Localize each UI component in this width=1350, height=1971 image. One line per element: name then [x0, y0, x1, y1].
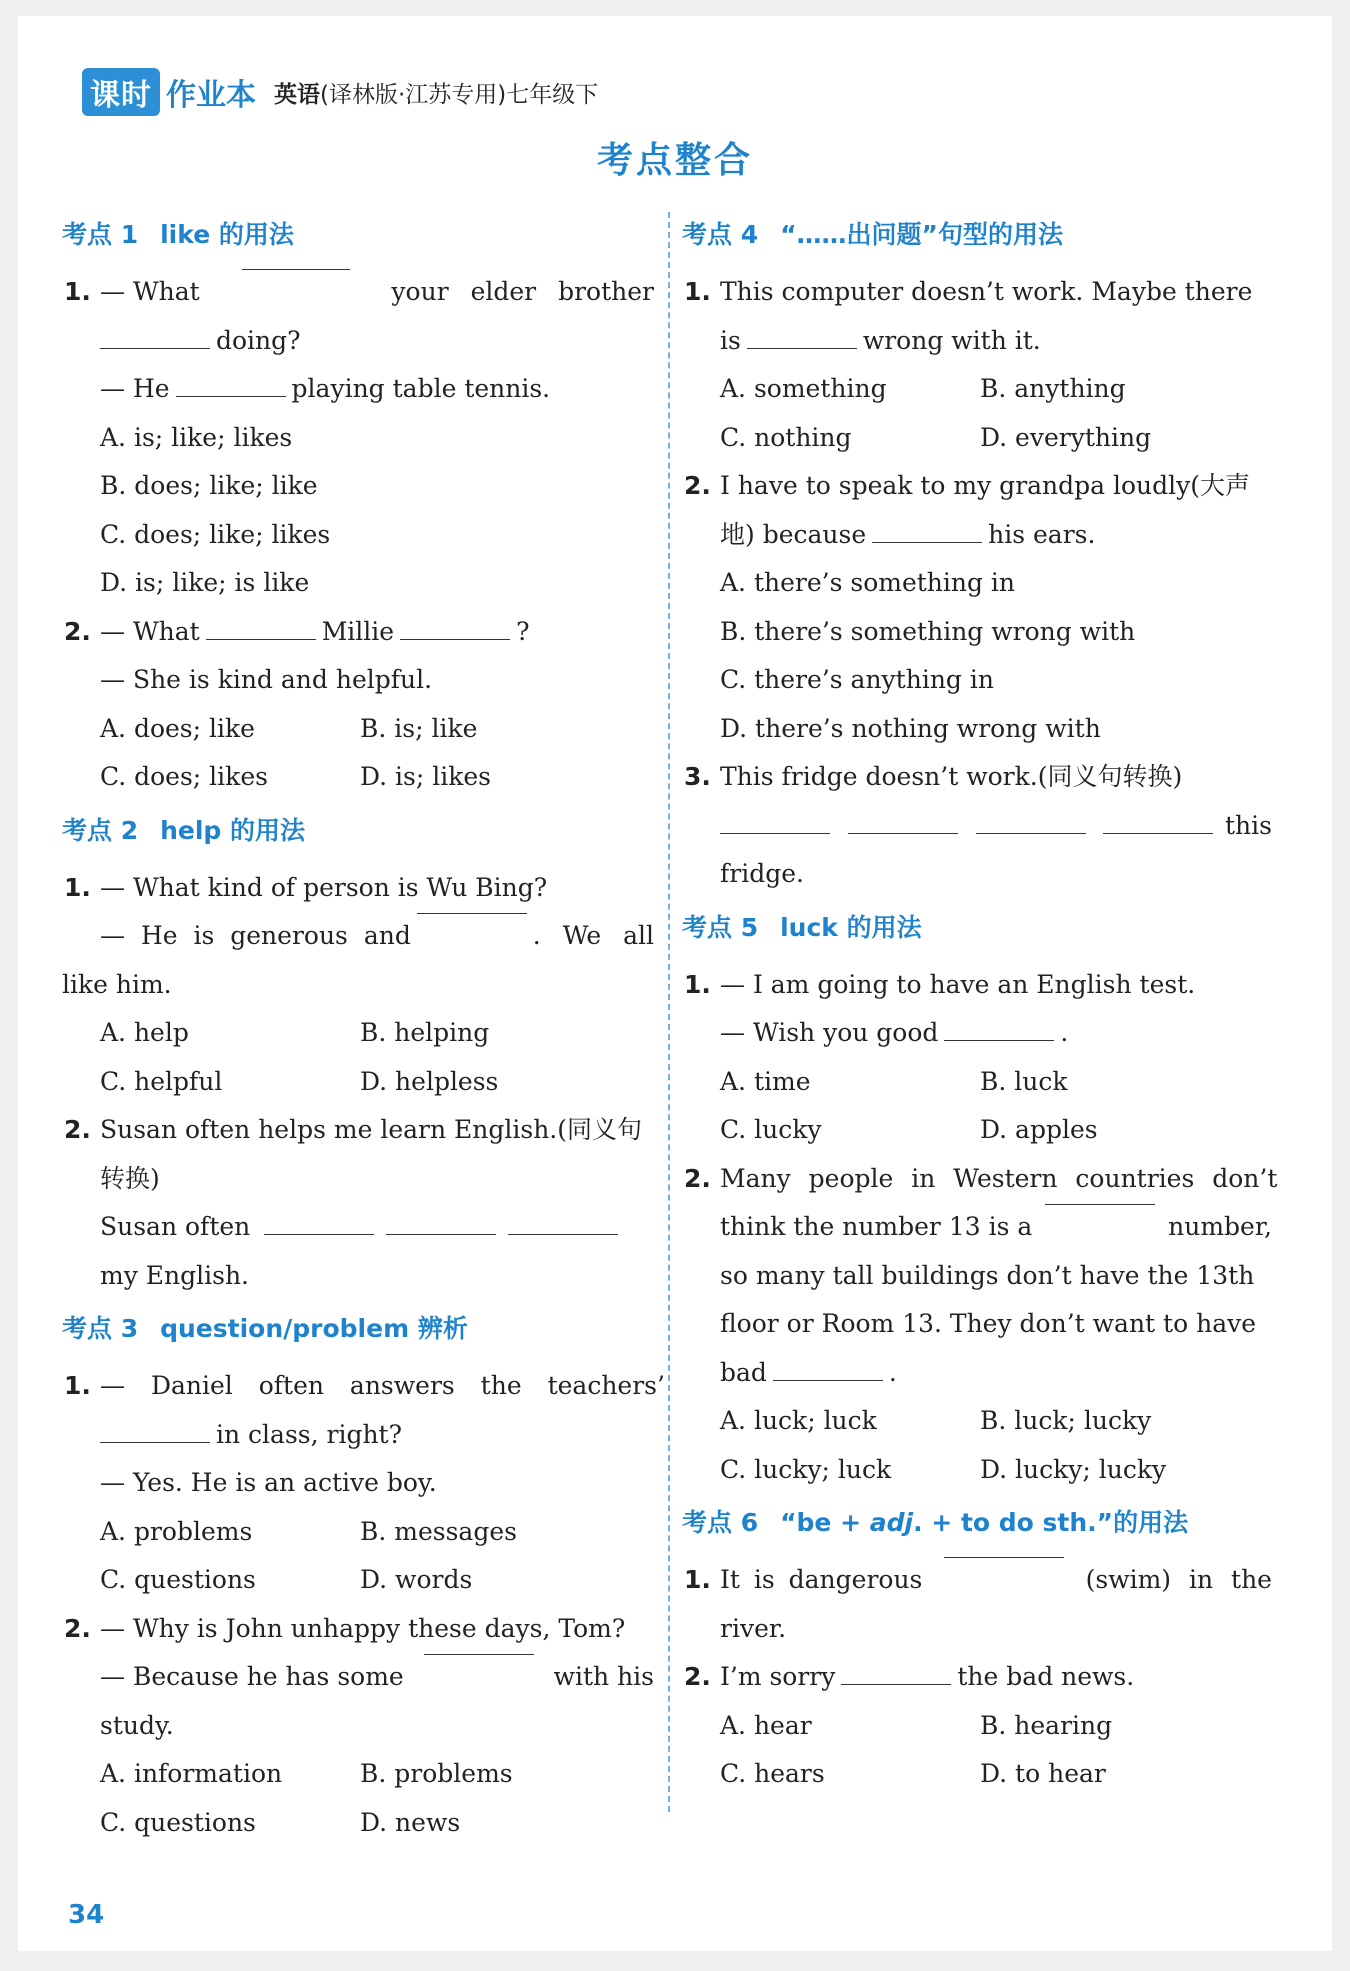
question-text: — What	[100, 277, 200, 306]
option[interactable]: A. does; like	[100, 713, 255, 743]
section-title-part: “be +	[780, 1508, 870, 1537]
question-line	[100, 912, 654, 961]
question-text: 地) because	[720, 519, 867, 549]
section-heading-4	[682, 210, 1272, 260]
option[interactable]: C. does; likes	[100, 762, 268, 791]
section-heading-5	[682, 903, 1272, 953]
section-title-part: . + to do sth.”的用法	[913, 1508, 1189, 1537]
question-line	[100, 365, 654, 414]
section-heading-3	[62, 1304, 654, 1354]
question-text: playing table tennis.	[291, 374, 551, 403]
answer-blank[interactable]	[386, 1233, 496, 1235]
option[interactable]: A. something	[720, 374, 887, 403]
question-number: 1.	[64, 1371, 91, 1400]
section-title: luck 的用法	[780, 912, 922, 942]
page-header	[82, 70, 598, 114]
question-text: — Because he has some	[100, 1662, 404, 1691]
question-line	[720, 511, 1272, 560]
option[interactable]: C. helpful	[100, 1066, 223, 1096]
option[interactable]: C. lucky	[720, 1115, 822, 1144]
question-line: — Yes. He is an active boy.	[100, 1468, 437, 1497]
question-line	[720, 1349, 1272, 1398]
question-text: — What	[100, 616, 200, 646]
question-text: .	[1060, 1018, 1069, 1047]
edition-info: (译林版·江苏专用)七年级下	[320, 81, 599, 108]
subject-info	[274, 76, 598, 109]
question	[682, 1155, 1278, 1398]
section-heading-6	[682, 1498, 1272, 1548]
option[interactable]: D. is; like; is like	[100, 568, 310, 597]
option[interactable]: D. is; likes	[360, 762, 492, 791]
section-title: like 的用法	[160, 220, 294, 249]
option[interactable]: D. apples	[980, 1115, 1098, 1144]
question-line	[100, 1203, 654, 1252]
question-number: 1.	[684, 277, 711, 306]
option[interactable]: A. information	[100, 1759, 283, 1788]
option[interactable]: C. questions	[100, 1807, 256, 1837]
option[interactable]: D. to hear	[980, 1759, 1106, 1788]
question-text: with his	[553, 1662, 654, 1691]
option[interactable]: A. help	[100, 1018, 189, 1047]
question-line: — What kind of person is Wu Bing?	[100, 872, 548, 902]
subject-name: 英语	[274, 81, 320, 108]
option-row	[62, 1058, 654, 1107]
question-line: — Why is John unhappy these days, Tom?	[100, 1613, 626, 1643]
option[interactable]: B. messages	[360, 1516, 517, 1546]
question-line	[720, 317, 1272, 366]
answer-blank[interactable]	[1103, 832, 1213, 834]
option[interactable]: A. luck; luck	[720, 1406, 877, 1435]
answer-blank[interactable]	[508, 1233, 618, 1235]
section-number: 考点 1	[62, 220, 139, 249]
section-heading-2	[62, 806, 654, 856]
question	[62, 1106, 654, 1300]
option-row	[682, 1106, 1272, 1155]
question-line: — I am going to have an English test.	[720, 969, 1196, 999]
question-text: (swim) in the	[1085, 1565, 1272, 1594]
question-text: I’m sorry	[720, 1662, 836, 1691]
question-line: 转换)	[100, 1163, 160, 1193]
option-row	[62, 753, 654, 802]
answer-blank[interactable]	[841, 1683, 951, 1685]
option-row	[62, 1009, 654, 1058]
question-line	[100, 317, 654, 366]
option[interactable]: C. nothing	[720, 422, 852, 452]
option[interactable]: D. there’s nothing wrong with	[720, 713, 1101, 743]
option[interactable]: D. lucky; lucky	[980, 1454, 1167, 1484]
question-text: is	[720, 325, 741, 355]
answer-blank[interactable]	[400, 638, 510, 640]
option[interactable]: A. time	[720, 1066, 811, 1096]
answer-blank[interactable]	[424, 1653, 534, 1655]
answer-blank[interactable]	[206, 638, 316, 640]
question-line: This computer doesn’t work. Maybe there	[720, 277, 1253, 306]
page-number: 34	[68, 1900, 105, 1930]
question	[682, 1556, 1272, 1653]
question-number: 2.	[684, 1163, 711, 1193]
question-text: . We all	[532, 921, 654, 950]
question	[682, 753, 1272, 899]
answer-blank[interactable]	[417, 912, 527, 914]
option[interactable]: B. luck; lucky	[980, 1406, 1152, 1435]
option[interactable]: B. luck	[980, 1066, 1068, 1096]
option[interactable]: A. there’s something in	[720, 568, 1016, 597]
answer-blank[interactable]	[976, 832, 1086, 834]
question-number: 2.	[64, 1613, 91, 1643]
answer-blank[interactable]	[747, 347, 857, 349]
question-text: think the number 13 is a	[720, 1212, 1033, 1241]
question-text: number,	[1168, 1212, 1272, 1241]
question-line	[720, 802, 1272, 851]
section-title: question/problem 辨析	[160, 1314, 468, 1343]
option[interactable]: B. hearing	[980, 1710, 1113, 1740]
series-logo: 课时	[82, 68, 160, 116]
question-text: — Wish you good	[720, 1018, 939, 1047]
option[interactable]: C. there’s anything in	[720, 665, 994, 694]
workbook-page	[18, 16, 1332, 1951]
option[interactable]: C. lucky; luck	[720, 1454, 892, 1484]
question-line: — She is kind and helpful.	[100, 665, 433, 694]
question-line	[100, 1653, 654, 1702]
option-row	[62, 1750, 654, 1799]
answer-blank[interactable]	[773, 1379, 883, 1381]
question-number: 2.	[684, 1662, 711, 1691]
question-line: my English.	[100, 1260, 249, 1290]
question-line: This fridge doesn’t work.(同义句转换)	[720, 762, 1183, 791]
question	[682, 268, 1272, 365]
question-text: wrong with it.	[862, 325, 1041, 355]
answer-blank[interactable]	[848, 832, 958, 834]
option[interactable]: B. does; like; like	[100, 471, 318, 500]
question-line: floor or Room 13. They don’t want to have	[720, 1309, 1257, 1338]
question-number: 2.	[684, 471, 711, 500]
question-line	[720, 1203, 1272, 1252]
book-name: 作业本	[166, 78, 256, 113]
option-row	[682, 1397, 1272, 1446]
section-number: 考点 2	[62, 815, 139, 845]
option[interactable]: D. everything	[980, 422, 1152, 452]
question	[682, 1653, 1272, 1702]
section-title-part: adj	[869, 1508, 914, 1537]
option[interactable]: B. problems	[360, 1759, 513, 1788]
answer-blank[interactable]	[264, 1233, 374, 1235]
page-title: 考点整合	[596, 140, 753, 181]
option[interactable]: C. hears	[720, 1759, 825, 1788]
question-text: It is dangerous	[720, 1565, 923, 1594]
question-line: like him.	[62, 969, 172, 999]
question-line: Many people in Western countries don’t	[720, 1163, 1278, 1193]
answer-blank[interactable]	[242, 268, 350, 270]
option[interactable]: C. questions	[100, 1565, 256, 1594]
question-text: — He is generous and	[100, 921, 411, 950]
question-text: doing?	[216, 325, 301, 355]
question-line: — Daniel often answers the teachers’	[100, 1371, 665, 1400]
option-row	[682, 1702, 1272, 1751]
question	[682, 961, 1272, 1058]
option[interactable]: A. hear	[720, 1710, 812, 1740]
question-text: .	[888, 1357, 897, 1387]
section-number: 考点 6	[682, 1508, 759, 1537]
section-title: “……出问题”句型的用法	[780, 220, 1063, 249]
question-line: fridge.	[720, 859, 804, 888]
option-row	[62, 705, 654, 754]
question-text: Millie	[321, 616, 395, 646]
section-number: 考点 5	[682, 912, 759, 942]
option-row	[682, 1446, 1272, 1495]
section-number: 考点 4	[682, 220, 759, 249]
question-line	[720, 1009, 1272, 1058]
option-row	[62, 1799, 654, 1848]
option[interactable]: B. helping	[360, 1018, 490, 1047]
answer-blank[interactable]	[944, 1039, 1054, 1041]
question-line	[100, 608, 654, 657]
section-title: help 的用法	[160, 815, 306, 845]
option[interactable]: A. problems	[100, 1516, 253, 1546]
option[interactable]: B. is; like	[360, 713, 478, 743]
answer-blank[interactable]	[100, 1441, 210, 1443]
question-number: 1.	[64, 872, 91, 902]
option[interactable]: C. does; like; likes	[100, 519, 331, 549]
answer-blank[interactable]	[944, 1556, 1064, 1558]
column-divider	[668, 212, 670, 1812]
question-text: in class, right?	[216, 1419, 402, 1449]
option-row	[682, 365, 1272, 414]
question-text: his ears.	[988, 519, 1096, 549]
right-column	[682, 206, 1278, 1799]
option[interactable]: A. is; like; likes	[100, 422, 293, 452]
question-text: the bad news.	[957, 1662, 1135, 1691]
question-number: 1.	[64, 277, 91, 306]
question-line	[100, 268, 654, 317]
option-row	[682, 1058, 1272, 1107]
question	[62, 1362, 665, 1508]
option[interactable]: D. helpless	[360, 1066, 499, 1096]
question-number: 1.	[684, 1565, 711, 1594]
question-number: 2.	[64, 616, 91, 646]
question-line	[720, 1556, 1272, 1605]
option-row	[62, 1556, 654, 1605]
question-line	[100, 1411, 654, 1460]
question-text: bad	[720, 1357, 767, 1387]
question	[62, 608, 654, 705]
option[interactable]: B. anything	[980, 374, 1126, 403]
question-text: Susan often	[100, 1212, 251, 1241]
answer-blank[interactable]	[176, 395, 286, 397]
question-text: ?	[516, 616, 530, 646]
question-line: study.	[100, 1710, 174, 1740]
option[interactable]: B. there’s something wrong with	[720, 616, 1136, 646]
question	[682, 462, 1272, 559]
section-number: 考点 3	[62, 1314, 139, 1343]
question-number: 2.	[64, 1115, 91, 1144]
question-text: — He	[100, 374, 170, 403]
answer-blank[interactable]	[1045, 1203, 1155, 1205]
question-number: 1.	[684, 969, 711, 999]
option-row	[62, 1508, 654, 1557]
question-line: river.	[720, 1613, 787, 1643]
question	[62, 268, 654, 414]
option[interactable]: D. words	[360, 1565, 473, 1594]
question	[62, 1605, 654, 1751]
option-row	[682, 414, 1272, 463]
question-line	[720, 1653, 1272, 1702]
left-column	[62, 206, 665, 1847]
question-line: so many tall buildings don’t have the 13th	[720, 1260, 1255, 1290]
question-line: I have to speak to my grandpa loudly(大声	[720, 471, 1251, 500]
option[interactable]: D. news	[360, 1807, 461, 1837]
section-heading-1	[62, 210, 654, 260]
question-number: 3.	[684, 762, 711, 791]
question-line: Susan often helps me learn English.(同义句	[100, 1115, 642, 1144]
question-text: this	[1225, 810, 1272, 840]
question-text: your elder brother	[391, 277, 654, 306]
answer-blank[interactable]	[872, 541, 982, 543]
option-row	[682, 1750, 1272, 1799]
answer-blank[interactable]	[100, 347, 210, 349]
question	[62, 864, 654, 961]
answer-blank[interactable]	[720, 832, 830, 834]
